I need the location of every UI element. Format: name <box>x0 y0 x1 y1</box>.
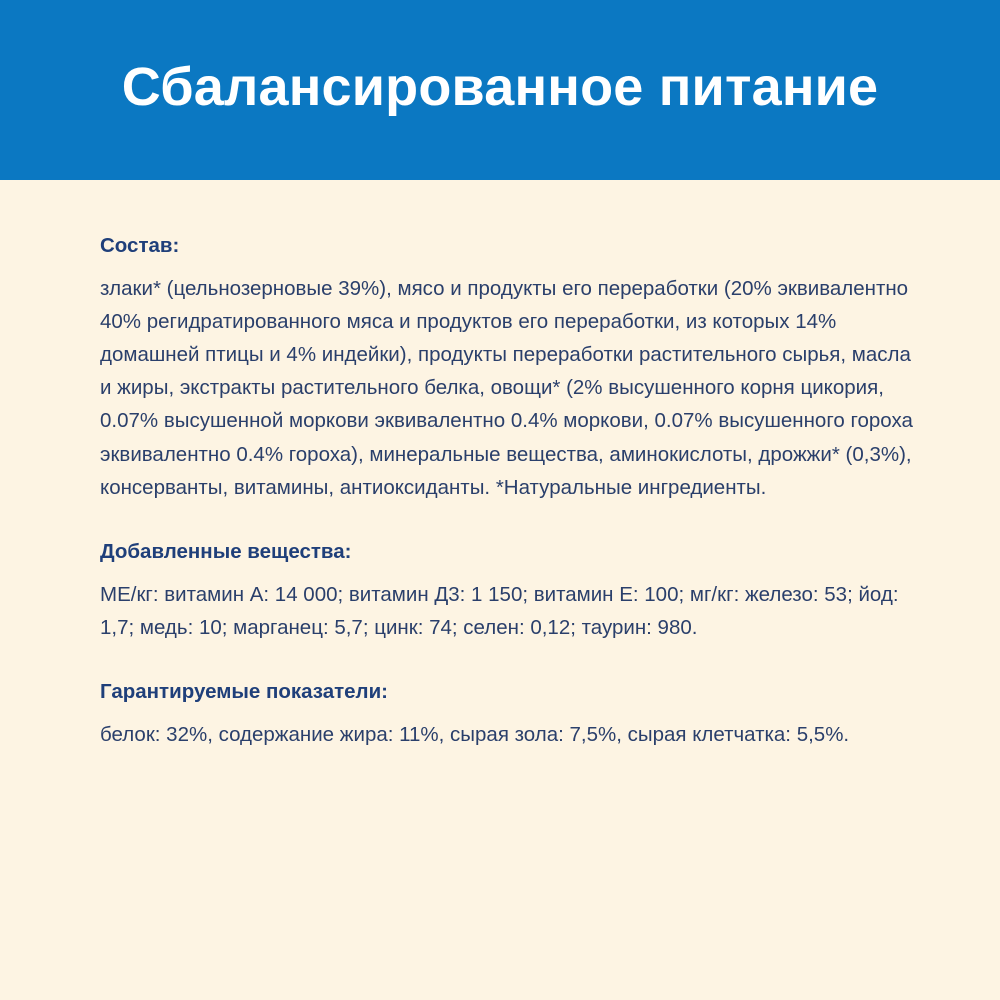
guaranteed-analysis-text: белок: 32%, содержание жира: 11%, сырая зола: 7,5%, сырая клетчатка: 5,5%. <box>100 722 850 746</box>
section-composition <box>100 232 920 504</box>
added-substances-text: МЕ/кг: витамин А: 14 000; витамин Д3: 1 150; витамин Е: 100; мг/кг: железо: 53; йод: 1,7; медь: 10; марганец: 5,7; цинк: 74; селен: 0,12; таурин: 980. <box>100 582 899 639</box>
section-guaranteed-analysis <box>100 678 920 751</box>
header-banner <box>0 0 1000 180</box>
composition-heading: Состав: <box>100 234 180 257</box>
banner-title: Сбалансированное питание <box>121 57 879 118</box>
composition-text: злаки* (цельнозерновые 39%), мясо и продукты его переработки (20% эквивалентно 40% регидратированного мяса и продуктов его переработки, из которых 14% домашней птицы и 4% индейки), продукты переработки растительного сырья, масла и жиры, экстракты растительного белка, овощи* (2% высушенного корня цикория, 0.07% высушенной моркови эквивалентно 0.4% моркови, 0.07% высушенного гороха эквивалентно 0.4% гороха), минеральные вещества, аминокислоты, дрожжи* (0,3%), консерванты, витамины, антиоксиданты. *Натуральные ингредиенты. <box>100 276 913 499</box>
content-area <box>100 232 920 751</box>
guaranteed-analysis-heading: Гарантируемые показатели: <box>100 680 389 704</box>
added-substances-heading: Добавленные вещества: <box>100 540 352 564</box>
section-added-substances <box>100 538 920 644</box>
